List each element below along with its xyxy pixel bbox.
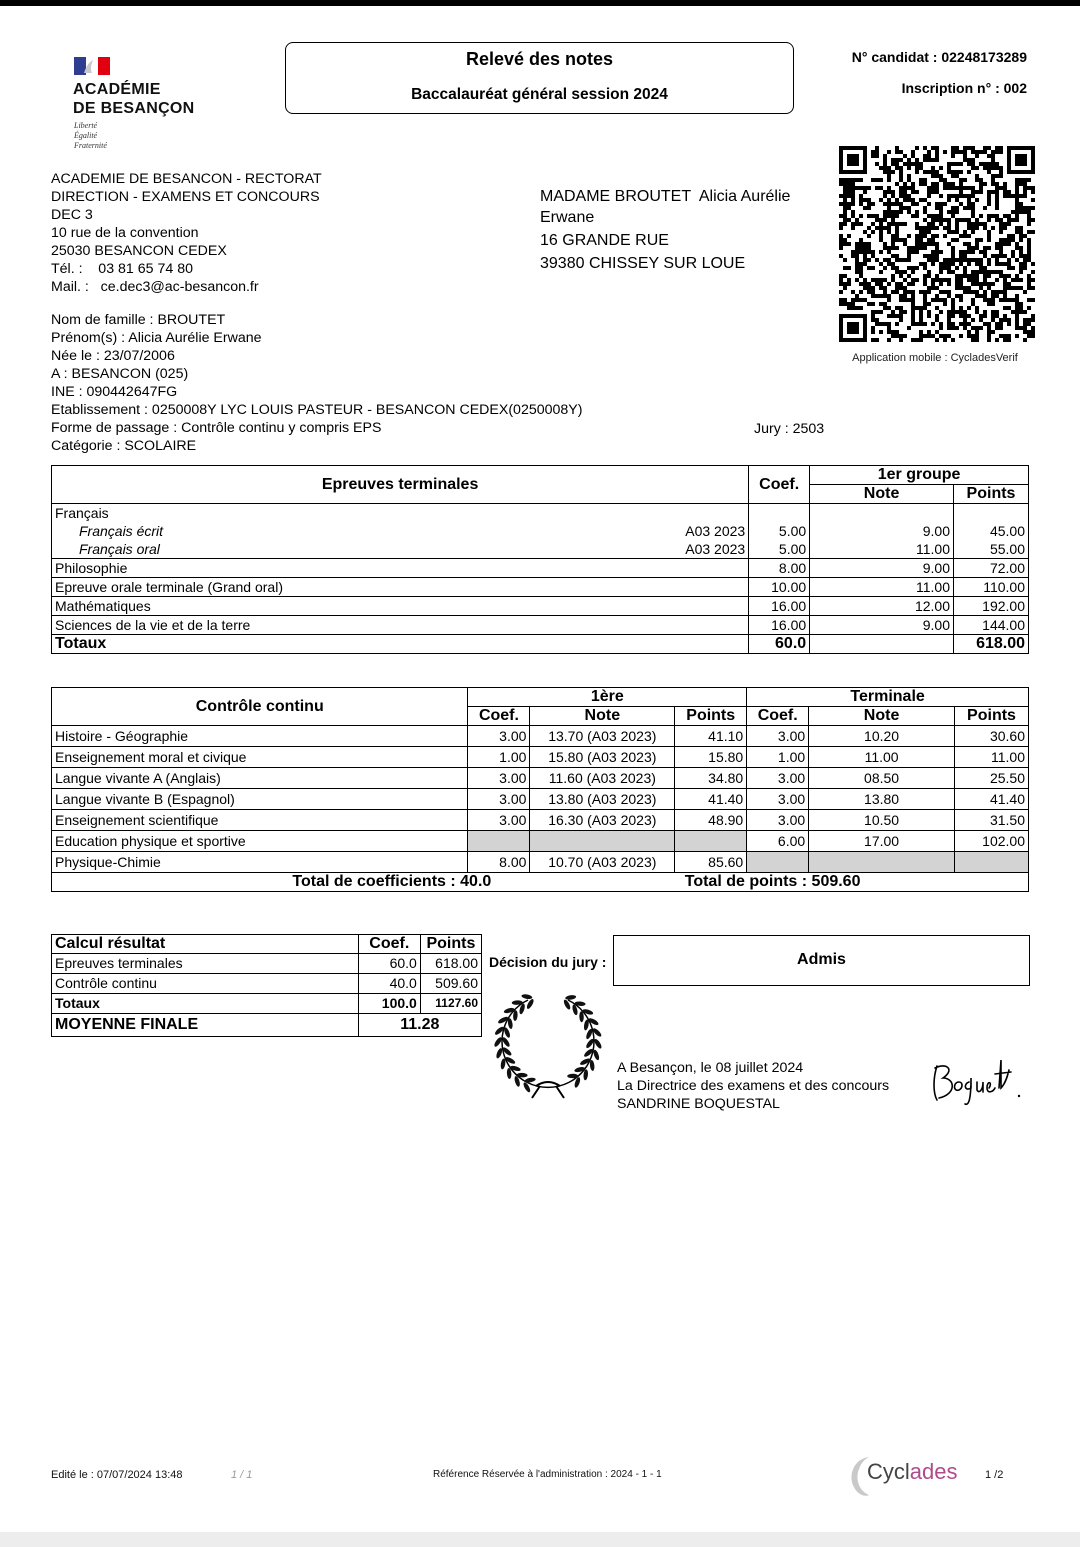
note-cell: 10.70 (A03 2023) (530, 852, 675, 873)
coef-cell: 8.00 (468, 852, 530, 873)
subject-name: Langue vivante A (Anglais) (52, 768, 468, 789)
coef-cell: 3.00 (468, 726, 530, 747)
subject-name: Sciences de la vie et de la terre (52, 616, 679, 635)
points-cell: 11.00 (954, 747, 1028, 768)
table-row (52, 522, 1029, 540)
note-header: Note (809, 707, 955, 726)
subject-name: Français oral (79, 541, 160, 557)
table-row (52, 789, 1029, 810)
inscription-number: Inscription n° : 002 (901, 80, 1027, 96)
sender-line: DIRECTION - EXAMENS ET CONCOURS (51, 189, 320, 205)
sender-line: DEC 3 (51, 207, 93, 223)
subject-name: Enseignement moral et civique (52, 747, 468, 768)
calcul-points: 618.00 (420, 954, 481, 974)
points-cell: 55.00 (989, 541, 1025, 557)
points-cell (675, 831, 747, 852)
points-cell (954, 852, 1028, 873)
points-cell: 85.60 (675, 852, 747, 873)
note-cell: 13.80 (809, 789, 955, 810)
coef-cell: 3.00 (468, 810, 530, 831)
table-row (52, 597, 1029, 616)
note-cell: 11.00 (810, 578, 954, 597)
subject-name: Langue vivante B (Espagnol) (52, 789, 468, 810)
points-header: Points (675, 707, 747, 726)
session-code (679, 504, 749, 523)
table-row (52, 974, 482, 994)
table-row (52, 559, 1029, 578)
session-code: A03 2023 (679, 522, 749, 540)
republic-motto: Liberté Égalité Fraternité (74, 121, 107, 150)
candidate-identity (51, 311, 582, 455)
totals-coef: 60.0 (749, 635, 810, 654)
table-row (52, 578, 1029, 597)
identity-line: Catégorie : SCOLAIRE (51, 438, 197, 454)
handwritten-signature (925, 1048, 1025, 1108)
note-cell: 9.00 (810, 559, 954, 578)
note-cell: 17.00 (809, 831, 955, 852)
table-row (52, 747, 1029, 768)
coef-cell: 16.00 (749, 597, 810, 616)
qr-code-icon (839, 146, 1035, 342)
points-cell: 15.80 (675, 747, 747, 768)
table-row (52, 954, 482, 974)
coef-cell: 10.00 (749, 578, 810, 597)
totals-note (810, 635, 954, 654)
sender-line: ACADEMIE DE BESANCON - RECTORAT (51, 171, 322, 187)
subject-name: Français (55, 505, 109, 521)
table-row (52, 726, 1029, 747)
subject-name: Education physique et sportive (52, 831, 468, 852)
coef-cell: 5.00 (749, 540, 810, 559)
note-cell (810, 504, 954, 523)
note-header: Note (530, 707, 675, 726)
identity-line: Née le : 23/07/2006 (51, 348, 175, 364)
laurel-wreath-icon (488, 982, 608, 1102)
signature-role: La Directrice des examens et des concours (617, 1078, 890, 1094)
coef-cell: 1.00 (468, 747, 530, 768)
year1-header: 1ère (468, 688, 747, 707)
calcul-coef-header: Coef. (358, 935, 420, 954)
note-cell: 11.00 (810, 540, 954, 559)
admin-reference: Référence Réservée à l'administration : 2024 - 1 - 1 (433, 1469, 662, 1480)
subject-name: Français écrit (79, 523, 164, 539)
terminal-exams-table (51, 465, 1029, 654)
points-header: Points (954, 707, 1028, 726)
page-indicator-left: 1 / 1 (231, 1469, 253, 1481)
terminal-header: Epreuves terminales (52, 466, 749, 504)
continu-header: Contrôle continu (52, 688, 468, 726)
jury-number: Jury : 2503 (754, 421, 825, 437)
final-average-value: 11.28 (358, 1014, 481, 1037)
top-border (0, 0, 1080, 6)
session-code (679, 578, 749, 597)
terminal-coef-header: Coef. (749, 466, 810, 504)
terminal-points-header: Points (954, 485, 1029, 504)
identity-line: Forme de passage : Contrôle continu y compris EPS (51, 420, 382, 436)
points-cell: 25.50 (954, 768, 1028, 789)
points-cell: 41.40 (675, 789, 747, 810)
points-cell: 48.90 (675, 810, 747, 831)
note-cell: 15.80 (A03 2023) (530, 747, 675, 768)
candidate-number: N° candidat : 02248173289 (851, 49, 1027, 65)
note-cell: 16.30 (A03 2023) (530, 810, 675, 831)
identity-line: A : BESANCON (025) (51, 366, 189, 382)
identity-line: INE : 090442647FG (51, 384, 178, 400)
points-cell: 30.60 (954, 726, 1028, 747)
totals-row (52, 635, 1029, 654)
note-cell: 11.00 (809, 747, 955, 768)
calcul-label: Contrôle continu (52, 974, 359, 994)
coef-header: Coef. (747, 707, 809, 726)
session-code (679, 559, 749, 578)
note-cell: 08.50 (809, 768, 955, 789)
note-cell: 9.00 (810, 616, 954, 635)
points-cell: 144.00 (954, 616, 1029, 635)
points-cell: 31.50 (954, 810, 1028, 831)
calcul-label: Epreuves terminales (52, 954, 359, 974)
edited-date: Edité le : 07/07/2024 13:48 (51, 1469, 183, 1481)
calcul-points: 1127.60 (420, 994, 481, 1014)
recipient-line: Erwane (540, 209, 595, 226)
sender-line: 25030 BESANCON CEDEX (51, 243, 227, 259)
coef-cell (749, 504, 810, 523)
session-code (679, 597, 749, 616)
sender-line: 10 rue de la convention (51, 225, 199, 241)
bottom-bar (0, 1532, 1080, 1547)
page-indicator-right: 1 /2 (985, 1469, 1004, 1481)
calcul-label: Totaux (52, 994, 359, 1014)
points-cell: 192.00 (954, 597, 1029, 616)
terminal-note-header: Note (810, 485, 954, 504)
coef-cell: 3.00 (747, 768, 809, 789)
coef-cell: 3.00 (747, 726, 809, 747)
table-row (52, 504, 1029, 523)
sender-mail: Mail. : ce.dec3@ac-besancon.fr (51, 279, 259, 295)
cyclades-brand: Cyclades (867, 1459, 958, 1484)
session-code: A03 2023 (679, 540, 749, 559)
table-row (52, 768, 1029, 789)
signature-place-date: A Besançon, le 08 juillet 2024 (617, 1060, 804, 1076)
signature-name: SANDRINE BOQUESTAL (617, 1096, 780, 1112)
continuous-assessment-table (51, 687, 1029, 892)
subject-name: Physique-Chimie (52, 852, 468, 873)
points-cell: 110.00 (954, 578, 1029, 597)
points-cell: 102.00 (954, 831, 1028, 852)
academie-logo-text: ACADÉMIE DE BESANÇON (73, 81, 195, 117)
calcul-points: 509.60 (420, 974, 481, 994)
result-calculation-table (51, 934, 482, 1037)
marianne-flag-icon (74, 57, 110, 75)
note-cell: 11.60 (A03 2023) (530, 768, 675, 789)
identity-line: Nom de famille : BROUTET (51, 312, 226, 328)
subject-name: Philosophie (52, 559, 679, 578)
note-cell: 10.50 (809, 810, 955, 831)
subject-name: Histoire - Géographie (52, 726, 468, 747)
subject-name: Mathématiques (52, 597, 679, 616)
subject-name: Epreuve orale terminale (Grand oral) (52, 578, 679, 597)
points-cell: 41.10 (675, 726, 747, 747)
note-cell (530, 831, 675, 852)
coef-cell: 3.00 (468, 768, 530, 789)
coef-header: Coef. (468, 707, 530, 726)
coef-cell: 3.00 (747, 789, 809, 810)
session-code (679, 616, 749, 635)
year2-header: Terminale (747, 688, 1029, 707)
table-row (52, 810, 1029, 831)
total-coefficients: Total de coefficients : 40.0 (52, 873, 675, 892)
identity-line: Etablissement : 0250008Y LYC LOUIS PASTEUR - BESANCON CEDEX(0250008Y) (51, 402, 583, 418)
recipient-line: 39380 CHISSEY SUR LOUE (540, 255, 746, 272)
points-cell: 72.00 (954, 559, 1029, 578)
calcul-header: Calcul résultat (52, 935, 359, 954)
note-cell: 13.80 (A03 2023) (530, 789, 675, 810)
coef-cell: 3.00 (747, 810, 809, 831)
note-cell: 9.00 (810, 522, 954, 540)
table-row (52, 852, 1029, 873)
terminal-group-header: 1er groupe (810, 466, 1029, 485)
calcul-coef: 40.0 (358, 974, 420, 994)
document-subtitle: Baccalauréat général session 2024 (411, 86, 668, 103)
totals-label: Totaux (52, 635, 749, 654)
table-row (52, 831, 1029, 852)
coef-cell: 16.00 (749, 616, 810, 635)
sender-address (51, 170, 322, 296)
coef-cell: 8.00 (749, 559, 810, 578)
note-cell (809, 852, 955, 873)
note-cell: 13.70 (A03 2023) (530, 726, 675, 747)
points-cell: 34.80 (675, 768, 747, 789)
coef-cell: 3.00 (468, 789, 530, 810)
totals-points: 618.00 (954, 635, 1029, 654)
total-points: Total de points : 509.60 (675, 873, 1029, 892)
jury-decision-value: Admis (797, 951, 846, 968)
calcul-points-header: Points (420, 935, 481, 954)
subject-name: Enseignement scientifique (52, 810, 468, 831)
recipient-line: MADAME BROUTET Alicia Aurélie (540, 188, 791, 205)
note-cell: 10.20 (809, 726, 955, 747)
coef-cell (468, 831, 530, 852)
points-cell: 45.00 (989, 523, 1025, 539)
table-row (52, 540, 1029, 559)
signature-block (617, 1059, 889, 1113)
recipient-line: 16 GRANDE RUE (540, 232, 669, 249)
table-row (52, 616, 1029, 635)
points-cell: 41.40 (954, 789, 1028, 810)
coef-cell (747, 852, 809, 873)
final-average-label: MOYENNE FINALE (52, 1014, 359, 1037)
coef-cell: 5.00 (749, 522, 810, 540)
sender-phone: Tél. : 03 81 65 74 80 (51, 261, 193, 277)
identity-line: Prénom(s) : Alicia Aurélie Erwane (51, 330, 262, 346)
coef-cell: 1.00 (747, 747, 809, 768)
calcul-coef: 100.0 (358, 994, 420, 1014)
jury-decision-label: Décision du jury : (489, 954, 607, 970)
points-cell (954, 504, 1029, 523)
document-title: Relevé des notes (465, 49, 614, 69)
note-cell: 12.00 (810, 597, 954, 616)
calcul-coef: 60.0 (358, 954, 420, 974)
recipient-address (540, 188, 790, 278)
coef-cell: 6.00 (747, 831, 809, 852)
qr-caption: Application mobile : CycladesVerif (852, 352, 1018, 364)
table-row (52, 994, 482, 1014)
